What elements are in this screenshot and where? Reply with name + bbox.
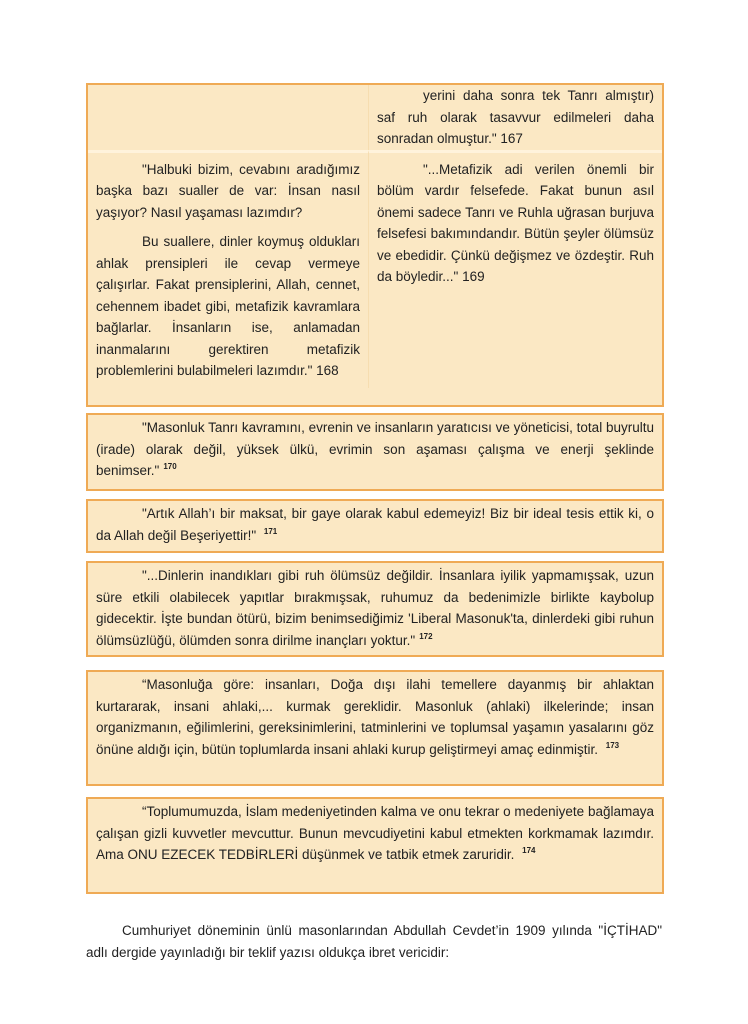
quote-169: "...Metafizik adi verilen önemli bir bölüm vardır felsefede. Fakat bunun asıl önemi sadece Tanrı ve Ruhla uğrasan burjuva felsefesi bakımındandır. Bütün şeyler ölümsüz ve ebedidir. Çünkü değişmez ve özdeştir. Ruh da böyledir..." 169: [377, 161, 654, 284]
footnote-ref: 171: [263, 526, 278, 536]
footnote-ref: 170: [163, 462, 177, 471]
quote-box-170: [86, 413, 664, 491]
two-column-quote-table: [86, 83, 664, 407]
quote-box-171: [86, 499, 664, 553]
quote-body: "Artık Allah’ı bir maksat, bir gaye olarak kabul edemeyiz! Biz bir ideal tesis ettik ki, o da Allah değil Beşeriyettir!": [96, 506, 654, 543]
table-cell-empty: [88, 85, 368, 150]
table-cell-right-top: [368, 85, 662, 150]
quote-body: "Masonluk Tanrı kavramını, evrenin ve insanların yaratıcısı ve yöneticisi, total buyrultu (irade) olarak değil, yüksek ülkü, evrimin son aşaması çalışma ve enerji şeklinde benimser.": [96, 420, 654, 478]
quote-text: [96, 801, 654, 866]
quote-text: [96, 503, 654, 546]
table-cell-left: [88, 150, 368, 388]
quote-body: “Masonluğa göre: insanları, Doğa dışı ilahi temellere dayanmış bir ahlaktan kurtararak, insani ahlaki,... kurmak gereklidir. Masonluk (ahlaki) ilkelerinde; insan organizmanın, eğilimlerini, gereksinimlerini, tatminlerini ve toplumsal yaşamın yasalarını göz önüne aldığı için, bütün toplumlarda insani ahlaki kurup geliştirmeyi amaç edinmiştir.: [96, 677, 654, 757]
quote-text: [96, 674, 654, 760]
footnote-ref: 173: [605, 740, 620, 750]
paragraph-text: Cumhuriyet döneminin ünlü masonlarından Abdullah Cevdet’in 1909 yılında "İÇTİHAD" adlı dergide yayınladığı bir teklif yazısı oldukça ibret vericidir:: [86, 923, 662, 960]
footnote-ref: 172: [419, 631, 433, 641]
quote-box-174: [86, 797, 664, 894]
table-cell-right: [368, 150, 662, 388]
body-paragraph: [86, 920, 662, 964]
quote-body: “Toplumumuzda, İslam medeniyetinden kalma ve onu tekrar o medeniyete bağlamaya çalışan gizli kuvvetler mevcuttur. Bunun mevcudiyetini kabul etmekten korkmamak lazımdır. Ama ONU EZECEK TEDBİRLERİ düşünmek ve tatbik etmek zaruridir.: [96, 804, 654, 862]
quote-168-part1: "Halbuki bizim, cevabını aradığımız başka bazı sualler de var: İnsan nasıl yaşıyor? Nasıl yaşaması lazımdır?: [96, 161, 360, 220]
quote-body: "...Dinlerin inandıkları gibi ruh ölümsüz değildir. İnsanlara iyilik yapmamışsak, uzun süre etkili olabilecek yapıtlar bırakmışsak, ruhumuz da bedenimizle birlikte kaybolup gidecektir. İşte bundan ötürü, bizim benimsediğimiz 'Liberal Masonuk'ta, dinlerdeki gibi ruhun ölümsüzlüğü, ölümden sonra dirilme inançları yoktur.": [96, 568, 654, 648]
quote-box-172: [86, 561, 664, 657]
quote-text: [96, 417, 654, 482]
page-content: [86, 83, 664, 964]
quote-167: yerini daha sonra tek Tanrı almıştır) saf ruh olarak tasavvur edilmeleri daha sonradan olmuştur." 167: [377, 88, 654, 146]
quote-text: [96, 565, 654, 651]
quote-box-173: [86, 670, 664, 786]
footnote-ref: 174: [522, 846, 536, 855]
quote-168-part2: Bu suallere, dinler koymuş oldukları ahlak prensipleri ile cevap vermeye çalışırlar. Fakat prensiplerini, Allah, cennet, cehennem ibadet gibi, metafizik kavramlara bağlarlar. İnsanların ise, anlamadan inanmalarını gerektiren metafizik problemlerini bulabilmeleri lazımdır." 168: [96, 234, 360, 378]
